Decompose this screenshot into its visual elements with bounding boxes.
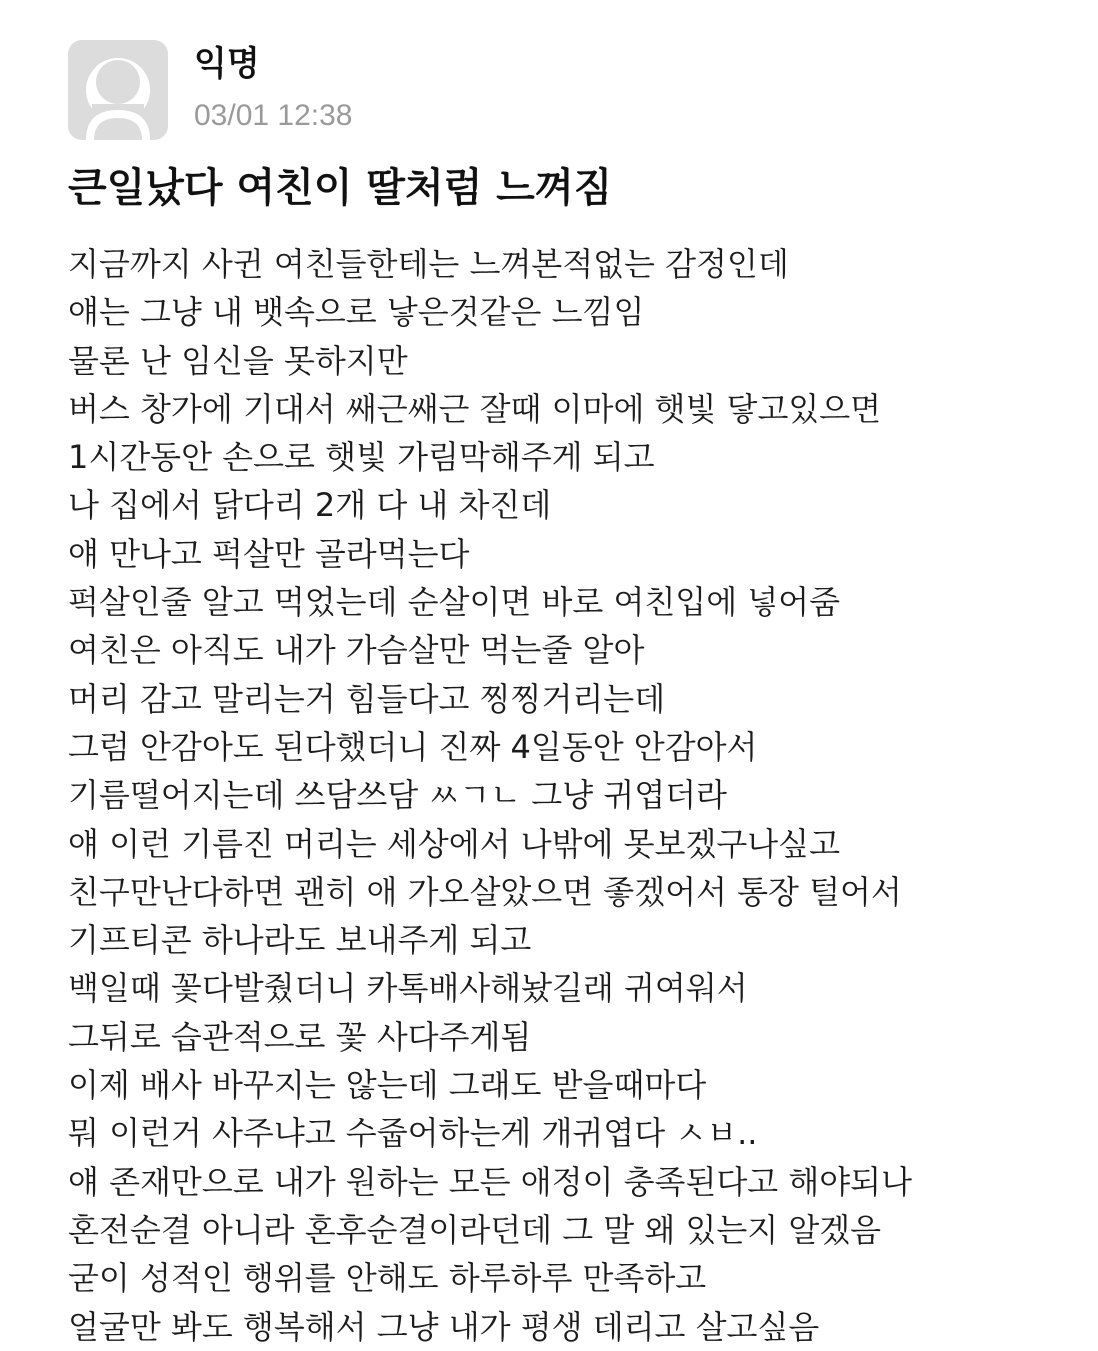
post-header xyxy=(68,40,352,142)
author-name: 익명 xyxy=(194,44,260,84)
body-line: 물론 난 임신을 못하지만 xyxy=(68,341,408,380)
body-line: 혼전순결 아니라 혼후순결이라던데 그 말 왜 있는지 알겠음 xyxy=(68,1210,882,1249)
post-title: 큰일났다 여친이 딸처럼 느껴짐 xyxy=(68,165,613,211)
body-line: 백일때 꽃다발줬더니 카톡배사해놨길래 귀여워서 xyxy=(68,969,748,1008)
body-line: 나 집에서 닭다리 2개 다 내 차진데 xyxy=(68,486,552,525)
body-line: 기름떨어지는데 쓰담쓰담 ㅆㄱㄴ 그냥 귀엽더라 xyxy=(68,776,727,815)
body-line: 이제 배사 바꾸지는 않는데 그래도 받을때마다 xyxy=(68,1066,707,1105)
post-meta xyxy=(194,40,352,136)
body-line: 그뒤로 습관적으로 꽃 사다주게됨 xyxy=(68,1017,532,1056)
avatar[interactable] xyxy=(68,40,168,140)
body-line: 얼굴만 봐도 행복해서 그냥 내가 평생 데리고 살고싶음 xyxy=(68,1307,820,1346)
body-line: 지금까지 사귄 여친들한테는 느껴본적없는 감정인데 xyxy=(68,245,789,283)
post-body xyxy=(68,240,1078,1351)
post-timestamp: 03/01 12:38 xyxy=(194,99,353,132)
body-line: 얘 만나고 퍽살만 골라먹는다 xyxy=(68,534,470,573)
body-line: 친구만난다하면 괜히 애 가오살았으면 좋겠어서 통장 털어서 xyxy=(68,872,902,911)
body-line: 여친은 아직도 내가 가슴살만 먹는줄 알아 xyxy=(68,631,645,670)
body-line: 머리 감고 말리는거 힘들다고 찡찡거리는데 xyxy=(68,679,666,718)
body-line: 버스 창가에 기대서 쌔근쌔근 잘때 이마에 햇빛 닿고있으면 xyxy=(68,389,882,428)
body-line: 얘 존재만으로 내가 원하는 모든 애정이 충족된다고 해야되나 xyxy=(68,1162,913,1201)
default-user-avatar-icon xyxy=(68,40,168,140)
body-line: 뭐 이런거 사주냐고 수줍어하는게 개귀엽다 ㅅㅂ.. xyxy=(68,1114,758,1153)
body-line: 굳이 성적인 행위를 안해도 하루하루 만족하고 xyxy=(68,1259,707,1298)
body-line: 그럼 안감아도 된다했더니 진짜 4일동안 안감아서 xyxy=(68,727,758,766)
body-line: 얘는 그냥 내 뱃속으로 낳은것같은 느낌임 xyxy=(68,293,645,332)
body-line: 퍽살인줄 알고 먹었는데 순살이면 바로 여친입에 넣어줌 xyxy=(68,583,841,622)
body-line: 1시간동안 손으로 햇빛 가림막해주게 되고 xyxy=(68,438,655,477)
body-line: 기프티콘 하나라도 보내주게 되고 xyxy=(68,921,532,960)
body-line: 얘 이런 기름진 머리는 세상에서 나밖에 못보겠구나싶고 xyxy=(68,824,841,863)
